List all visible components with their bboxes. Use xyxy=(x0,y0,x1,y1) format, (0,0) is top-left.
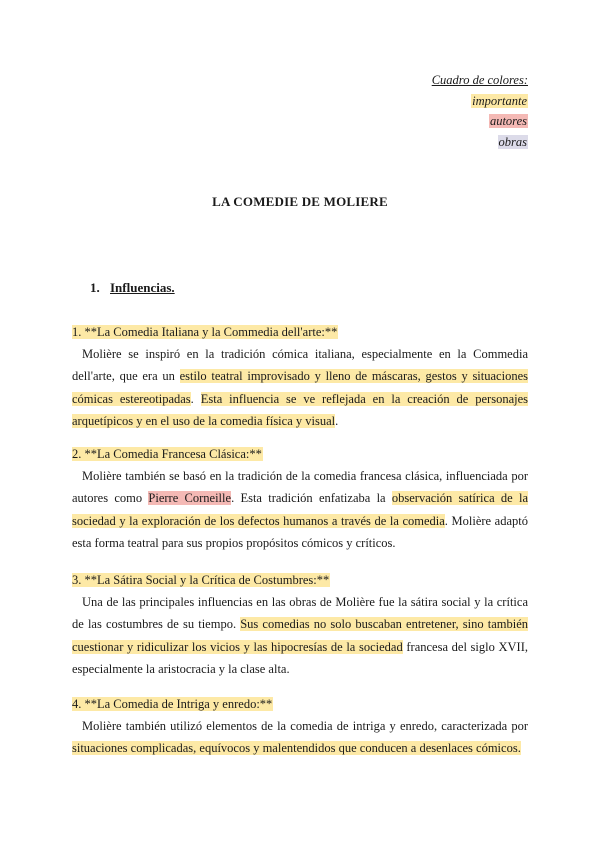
subsection-3 xyxy=(72,570,528,680)
legend-item-importante: importante xyxy=(472,93,527,108)
legend-item-obras: obras xyxy=(498,134,527,149)
subsection-heading: 3. **La Sátira Social y la Crítica de Costumbres:** xyxy=(72,573,330,587)
highlight-important: observación satírica de la sociedad y la exploración de los defectos humanos a través de la comedia xyxy=(72,491,528,528)
highlight-important: estilo teatral improvisado y lleno de máscaras, gestos y situaciones cómicas estereotipadas xyxy=(72,369,528,406)
highlight-author: Pierre Corneille xyxy=(148,491,232,506)
subsection-paragraph: Molière también se basó en la tradición de la comedia francesa clásica, influenciada por autores como Pierre Corneille. Esta tradición enfatizaba la observación satírica de la sociedad y la exploración de los defectos humanos a través de la comedia. Molière adaptó esta forma teatral para sus propios propósitos cómicos y críticos. xyxy=(72,469,528,550)
highlight-important: Sus comedias no solo buscaban entretener, sino también cuestionar y ridiculizar los vicios y las hipocresías de la sociedad xyxy=(72,617,529,654)
subsection-2 xyxy=(72,444,528,554)
subsection-heading: 4. **La Comedia de Intriga y enredo:** xyxy=(72,697,273,711)
document-title: LA COMEDIE DE MOLIERE xyxy=(212,194,388,209)
subsection-heading: 2. **La Comedia Francesa Clásica:** xyxy=(72,447,262,461)
section-heading xyxy=(90,280,175,296)
color-legend xyxy=(432,70,528,152)
subsection-paragraph: Molière también utilizó elementos de la comedia de intriga y enredo, caracterizada por situaciones complicadas, equívocos y malentendidos que conducen a desenlaces cómicos. xyxy=(72,719,528,756)
legend-item-autores: autores xyxy=(489,114,527,128)
subsection-1 xyxy=(72,322,528,432)
subsection-heading: 1. **La Comedia Italiana y la Commedia dell'arte:** xyxy=(72,325,338,339)
legend-title: Cuadro de colores: xyxy=(431,73,528,87)
subsection-paragraph: Molière se inspiró en la tradición cómica italiana, especialmente en la Commedia dell'arte, que era un estilo teatral improvisado y lleno de máscaras, gestos y situaciones cómicas estereotipadas. Esta influencia se ve reflejada en la creación de personajes arquetípicos y en el uso de la comedia física y visual. xyxy=(72,347,529,428)
highlight-important: Esta influencia se ve reflejada en la creación de personajes arquetípicos y en el uso de la comedia física y visual xyxy=(72,391,529,428)
highlight-important: situaciones complicadas, equívocos y malentendidos que conducen a desenlaces cómicos. xyxy=(72,741,521,756)
section-number: 1. xyxy=(90,280,100,295)
section-label: Influencias. xyxy=(110,280,175,295)
subsection-4 xyxy=(72,694,528,760)
subsection-paragraph: Una de las principales influencias en las obras de Molière fue la sátira social y la crítica de las costumbres de su tiempo. Sus comedias no solo buscaban entretener, sino también cuestionar y ridiculizar los vicios y las hipocresías de la sociedad francesa del siglo XVII, especialmente la aristocracia y la clase alta. xyxy=(72,595,529,676)
